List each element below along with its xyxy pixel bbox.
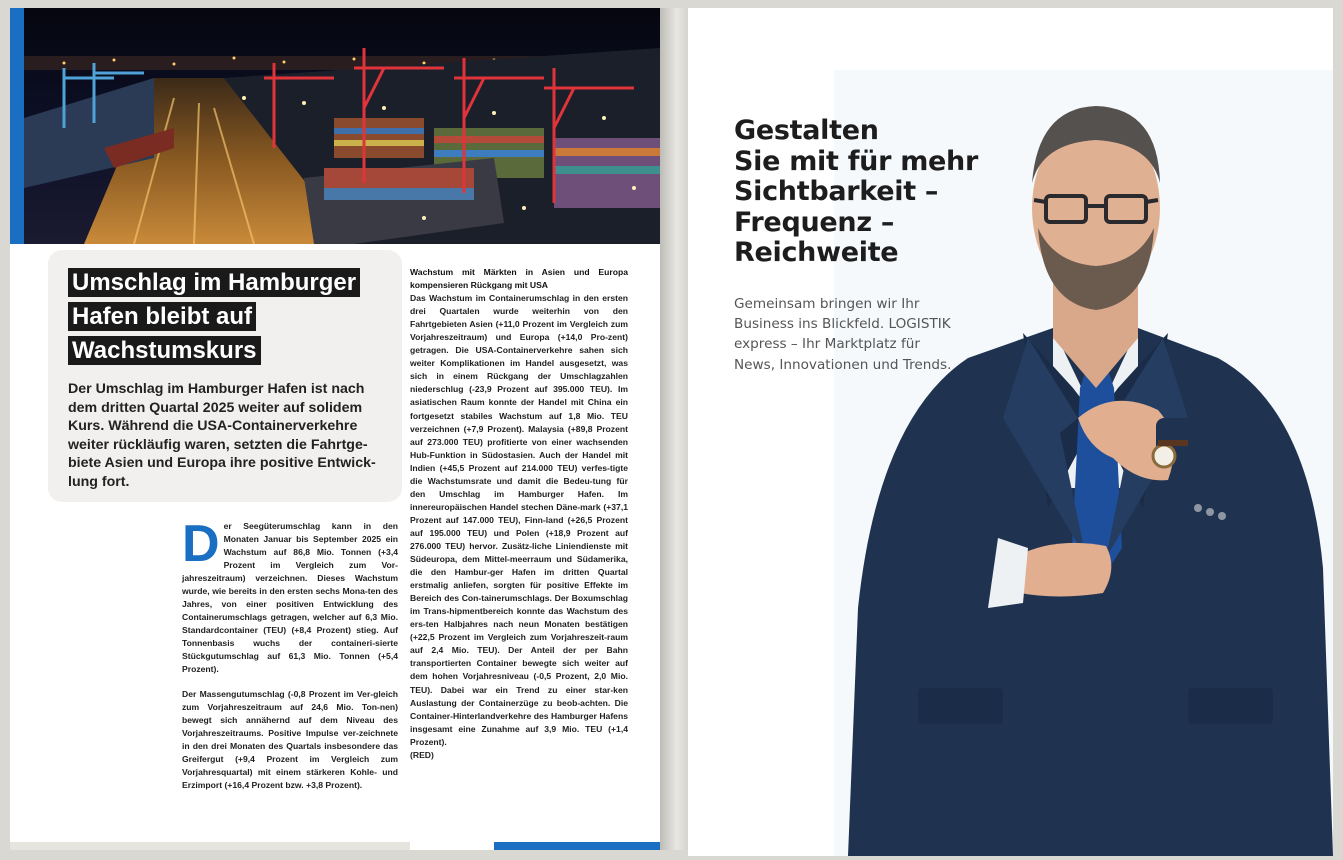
column-2-text: Das Wachstum im Containerumschlag in den ersten drei Quartalen wurde weiterhin von den Fahrtgebieten Asien (+11,0 Prozent im Vergleich zum Vorjahreszeitraum) und Europa (+14,0 Pro-zent) getragen. Die USA-Containerverkehre sahen sich weiter Komplikationen im Handel ausgesetzt, was sich in einem Rückgang der Umschlagzahlen niederschlug (-23,9 Prozent auf 395.000 TEU). Im asiatischen Raum konnte der Handel mit China ein fortgesetzt stabiles Wachstum auf 1,8 Mio. TEU verzeichnen (+7,9 Prozent). Malaysia (+89,8 Prozent auf 273.000 TEU) profitierte von einer wachsenden Hub-Funktion in Südostasien. Auch der Handel mit Indien (+45,5 Prozent auf 214.000 TEU) verfes-tigte die Wachstumsrate und damit die Bedeu-tung für den Umschlag im Hamburger Hafen. Im innereuropäischen Handel stechen Däne-mark (+37,1 Prozent auf 147.000 TEU), Finn-land (+26,5 Prozent auf 195.000 TEU) und Polen (+18,9 Prozent auf 276.000 TEU) hervor. Zusätz-liche Liniendienste mit Südeuropa, dem Mittel-meerraum und Südamerika, die den Hambur-ger Hafen im dritten Quartal erstmalig anliefen, sorgten für positive Effekte im Bereich des Con-tainerumschlags. Der Boxumschlag im Trans-hipmentbereich konnte das Wachstum des ers-ten Halbjahres nach neun Monaten bestätigen (+22,5 Prozent im Vergleich zum Vorjahreszeit-raum auf 2,4 Mio. TEU). Der Anteil der per Bahn transportierten Container bewegte sich weiter auf dem hohen Vorjahresniveau (-0,5 Prozent, 2,0 Mio. TEU). Dabei war ein Trend zu einer star-ken Auslastung der Containerzüge zu beob-achten. Die Container-Hinterlandverkehre des Hamburger Hafens insgesamt eine Zunahme auf 3,9 Mio. TEU (+1,4 Prozent).	[410, 293, 628, 747]
ad-title-line-4: Frequenz –	[734, 206, 895, 238]
ad-title-line-5: Reichweite	[734, 237, 899, 268]
article-signature: (RED)	[410, 749, 434, 760]
article-headline	[68, 266, 398, 368]
ad-body-text: Gemeinsam bringen wir Ihr Business ins Blickfeld. LOGISTIK express – Ihr Marktplatz für News, Innovationen und Trends.	[734, 296, 952, 373]
headline-line-3: Wachstumskurs	[68, 336, 261, 365]
right-page-advertisement	[688, 8, 1333, 856]
blue-accent-bar	[10, 8, 24, 244]
ad-title-line-2: Sie mit für mehr	[734, 145, 978, 177]
headline-line-2: Hafen bleibt auf	[68, 302, 256, 331]
column-1-paragraph-1	[182, 515, 398, 676]
left-page	[10, 8, 660, 850]
column-2-subhead: Wachstum mit Märkten in Asien und Europa kompensieren Rückgang mit USA	[410, 267, 628, 291]
article-column-2	[410, 266, 628, 762]
bottom-blue-bar	[494, 842, 660, 850]
column-1-paragraph-1-text: er Seegüterumschlag kann in den Monaten Januar bis September 2025 ein Wachstum auf 86,8 Mio. Tonnen (+3,4 Prozent im Vergleich zum Vor-jahreszeitraum) verzeichnen. Dieses Wachstum wurde, wie bereits in den ersten sechs Mona-ten des Jahres, von einer positiven Entwicklung des Containerumschlags getragen, welcher auf 6,3 Mio. Standardcontainer (TEU) (+8,4 Prozent) stieg. Auf Tonnenbasis wuchs der containeri-sierte Stückgutumschlag auf 61,3 Mio. Tonnen (+5,4 Prozent).	[182, 521, 398, 674]
dropcap: D	[182, 515, 220, 573]
column-1-paragraph-2: Der Massengutumschlag (-0,8 Prozent im Ver-gleich zum Vorjahreszeitraum auf 24,6 Mio. Ton-nen) bewegt sich annähernd auf dem Niveau des Vorjahreszeitraums. Positive Impulse ver-zeichnete in den drei Monaten des Quartals insbesondere das Greifergut (+9,4 Prozent im Vergleich zum Vorjahresquartal) mit einem stärkeren Kohle- und Erzimport (+16,4 Prozent bzw. +3,8 Prozent).	[182, 689, 398, 790]
harbor-photo	[24, 8, 660, 244]
article-column-1	[182, 515, 398, 804]
headline-line-1: Umschlag im Hamburger	[68, 268, 360, 297]
bottom-grey-bar	[10, 842, 410, 850]
article-lead: Der Umschlag im Hamburger Hafen ist nach dem dritten Quartal 2025 weiter auf solidem Kurs. Während die USA-Containerverkehre weiter rückläufig waren, setzten die Fahrtge-biete Asien und Europa ihre positive Entwick-lung fort.	[68, 381, 376, 490]
page-gutter	[660, 8, 688, 850]
ad-title	[734, 116, 1034, 269]
ad-title-line-1: Gestalten	[734, 115, 879, 146]
page-edge	[1333, 8, 1343, 860]
ad-title-line-3: Sichtbarkeit –	[734, 176, 939, 207]
